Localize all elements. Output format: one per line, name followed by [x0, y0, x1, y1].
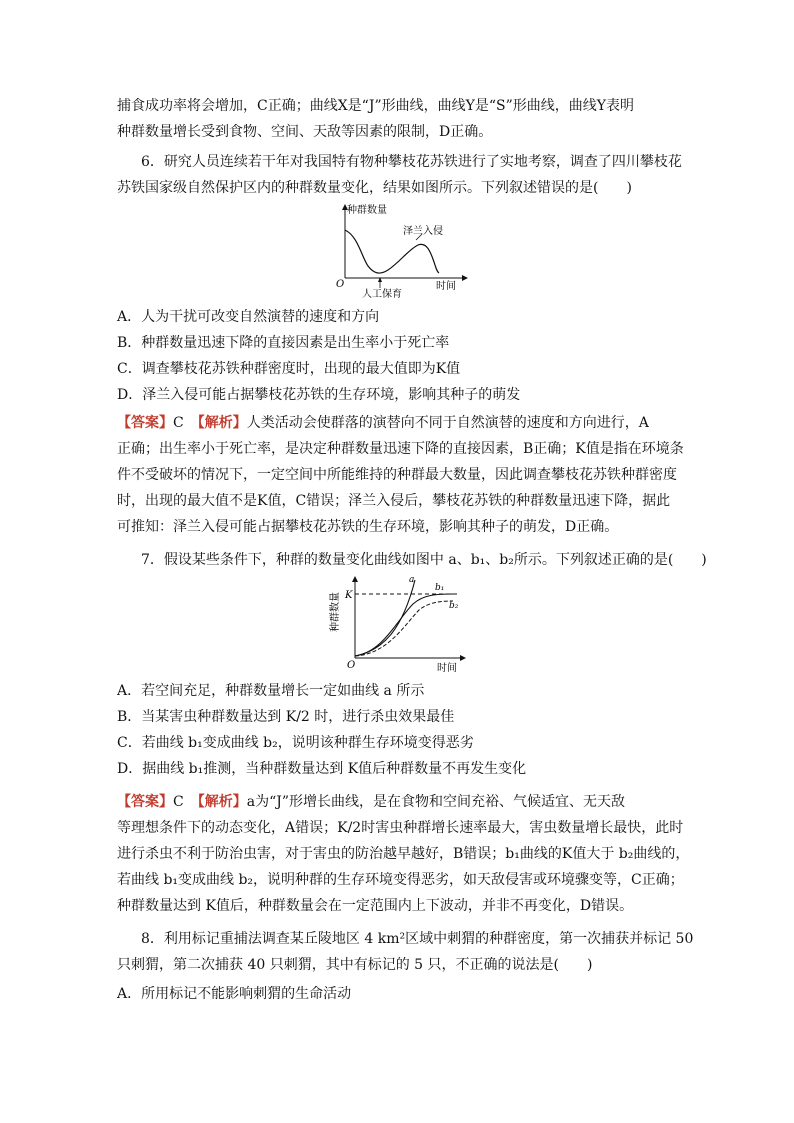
- option-a: A．所用标记不能影响刺猬的生命活动: [117, 986, 352, 1002]
- question-8-stem: 只刺猬，第二次捕获 40 只刺猬，其中有标记的 5 只，不正确的说法是( ): [117, 957, 593, 973]
- growth-curves-figure: [325, 572, 470, 674]
- answer-tag: 【答案】: [117, 415, 173, 431]
- analysis-line: 若曲线 b₁变成曲线 b₂，说明种群的生存环境变得恶劣，如天敌侵害或环境骤变等，C正确；: [117, 872, 684, 888]
- option-a: A．人为干扰可改变自然演替的速度和方向: [117, 309, 380, 325]
- x-axis-label: 时间: [436, 281, 456, 292]
- option-b: B．种群数量迅速下降的直接因素是出生率小于死亡率: [117, 335, 450, 351]
- analysis-line: 正确；出生率小于死亡率，是决定种群数量迅速下降的直接因素，B正确；K值是指在环境条: [117, 441, 684, 457]
- curve-b2-label: b₂: [449, 601, 459, 611]
- text-line: 捕食成功率将会增加，C正确；曲线X是“J”形曲线，曲线Y是“S”形曲线，曲线Y表明: [117, 98, 634, 114]
- answer-6-first-line: [117, 410, 687, 436]
- k-label: K: [345, 590, 353, 601]
- analysis-tag: 【解析】: [197, 794, 247, 810]
- curve-b1: [355, 594, 453, 656]
- analysis-line: 进行杀虫不利于防治虫害，对于害虫的防治越早越好，B错误；b₁曲线的K值大于 b₂曲线的，: [117, 846, 690, 862]
- population-change-figure: [310, 200, 470, 300]
- x-axis-arrow: [462, 275, 468, 281]
- analysis-line: 种群数量达到 K值后，种群数量会在一定范围内上下波动，并非不再变化，D错误。: [117, 898, 634, 914]
- curve-a-label: a: [409, 575, 415, 585]
- analysis-line: 可推知：泽兰入侵可能占据攀枝花苏铁的生存环境，影响其种子的萌发，D正确。: [117, 519, 619, 535]
- y-axis-label: 种群数量: [347, 205, 387, 216]
- question-6-stem: 苏铁国家级自然保护区内的种群数量变化，结果如图所示。下列叙述错误的是( ): [117, 180, 632, 196]
- y-axis-arrow: [352, 576, 358, 582]
- option-d: D．泽兰入侵可能占据攀枝花苏铁的生存环境，影响其种子的萌发: [117, 387, 521, 403]
- answer-value: C: [173, 794, 184, 810]
- y-axis-label: 种群数量: [330, 592, 341, 632]
- analysis-text: a为“J”形增长曲线，是在食物和空间充裕、气候适宜、无天敌: [246, 794, 625, 810]
- analysis-line: 等理想条件下的动态变化，A错误；K/2时害虫种群增长速率最大，害虫数量增长最快，此时: [117, 820, 684, 836]
- origin-label: O: [347, 660, 356, 671]
- protect-label: 人工保育: [362, 289, 402, 300]
- analysis-tag: 【解析】: [197, 415, 247, 431]
- invasion-label: 泽兰入侵: [403, 226, 443, 237]
- x-axis-arrow: [460, 655, 466, 661]
- analysis-line: 件不受破坏的情况下，一定空间中所能维持的种群最大数量，因此调查攀枝花苏铁种群密度: [117, 467, 677, 483]
- analysis-text: 人类活动会使群落的演替向不同于自然演替的速度和方向进行，A: [246, 415, 649, 431]
- question-7-stem: 7．假设某些条件下，种群的数量变化曲线如图中 a、b₁、b₂所示。下列叙述正确的是( ): [141, 552, 707, 568]
- option-c: C．调查攀枝花苏铁种群密度时，出现的最大值即为K值: [117, 361, 461, 377]
- analysis-line: 时，出现的最大值不是K值，C错误；泽兰入侵后，攀枝花苏铁的种群数量迅速下降，据此: [117, 493, 671, 509]
- curve-b2: [355, 601, 453, 656]
- option-d: D．据曲线 b₁推测，当种群数量达到 K值后种群数量不再发生变化: [117, 761, 527, 777]
- question-6-stem: 6．研究人员连续若干年对我国特有物种攀枝花苏铁进行了实地考察，调查了四川攀枝花: [141, 154, 682, 170]
- text-line: 种群数量增长受到食物、空间、天敌等因素的限制，D正确。: [117, 124, 493, 140]
- option-b: B．当某害虫种群数量达到 K/2 时，进行杀虫效果最佳: [117, 709, 455, 725]
- option-c: C．若曲线 b₁变成曲线 b₂，说明该种群生存环境变得恶劣: [117, 735, 474, 751]
- curve-b1-label: b₁: [435, 583, 445, 593]
- answer-tag: 【答案】: [117, 794, 173, 810]
- question-8-stem: 8．利用标记重捕法调查某丘陵地区 4 km²区域中刺猬的种群密度，第一次捕获并标记 50: [141, 931, 694, 947]
- origin-label: O: [336, 279, 345, 290]
- answer-7-first-line: [117, 789, 687, 815]
- answer-value: C: [173, 415, 184, 431]
- x-axis-label: 时间: [437, 663, 457, 674]
- option-a: A．若空间充足，种群数量增长一定如曲线 a 所示: [117, 683, 425, 699]
